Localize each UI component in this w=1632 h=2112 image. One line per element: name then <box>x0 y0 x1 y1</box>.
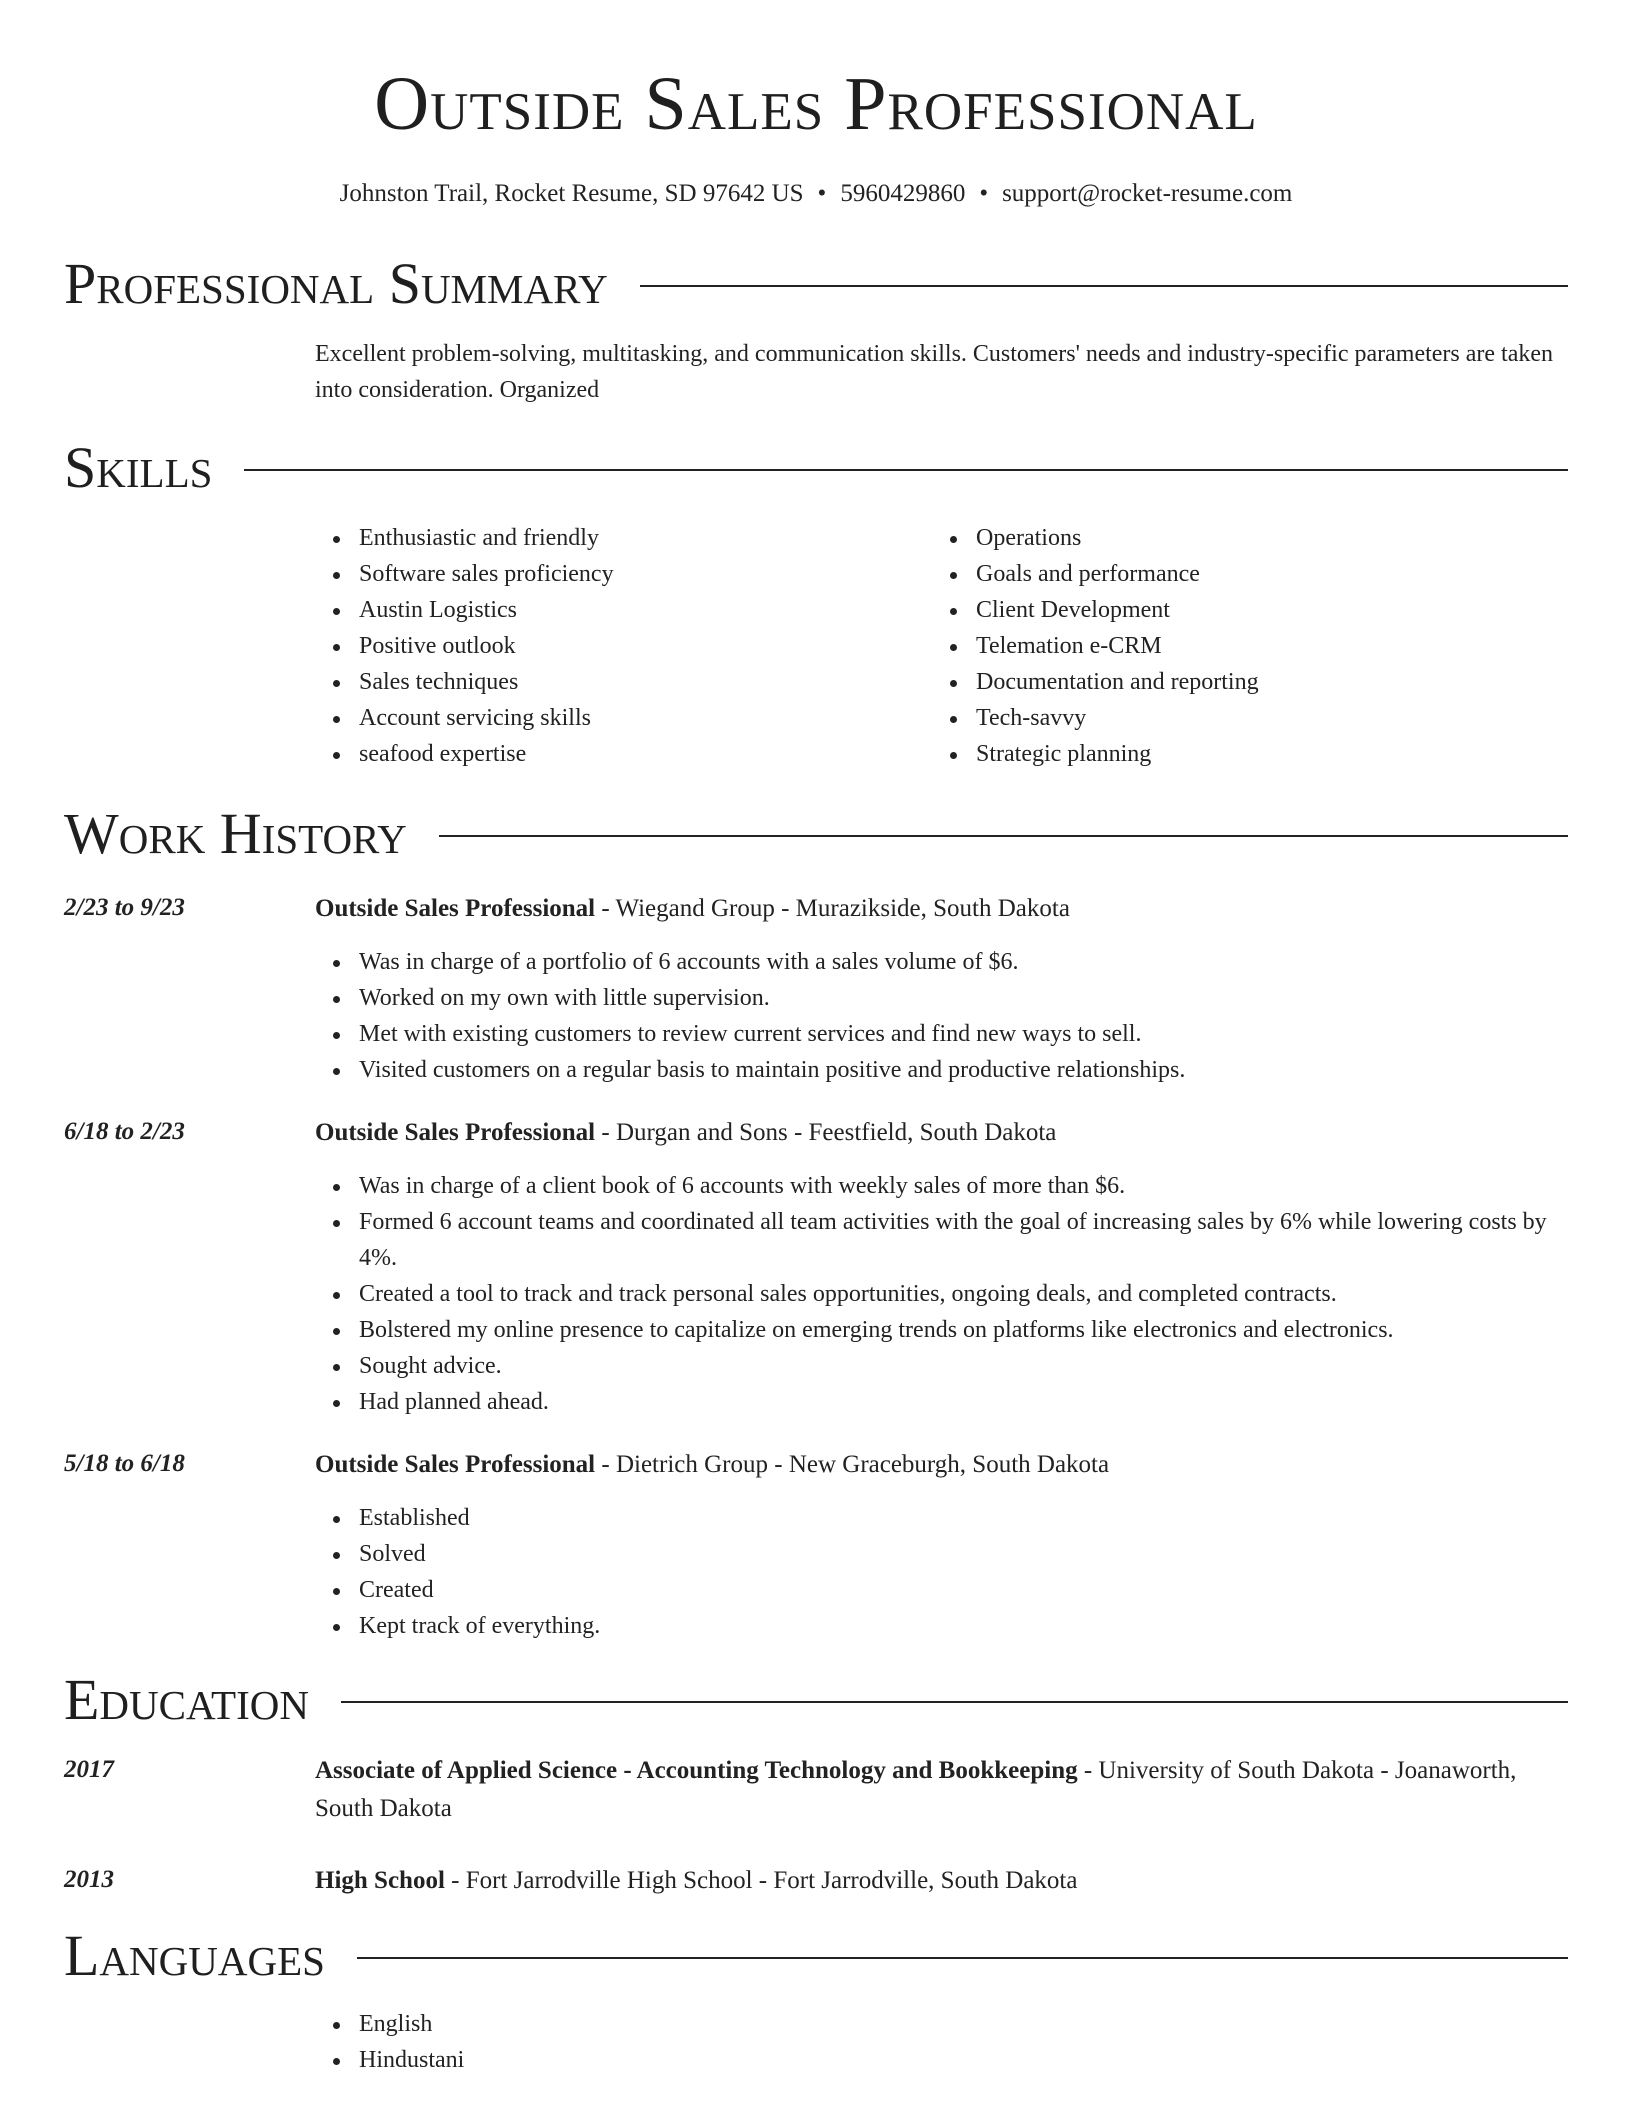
job-entry <box>64 890 1568 928</box>
education-title: Associate of Applied Science - Accounting Technology and Bookkeeping <box>315 1757 1078 1784</box>
education-date: 2013 <box>64 1866 114 1893</box>
skill-item: Positive outlook <box>359 628 932 664</box>
job-bullet: Created a tool to track and track personal sales opportunities, ongoing deals, and completed contracts. <box>359 1276 1568 1312</box>
education-entry <box>64 1752 1568 1828</box>
job-bullet: Solved <box>359 1536 1568 1572</box>
education-date: 2017 <box>64 1756 114 1783</box>
contact-phone: 5960429860 <box>840 180 966 207</box>
resume-name: Outside Sales Professional <box>374 62 1258 146</box>
job-details: - Wiegand Group - Murazikside, South Dakota <box>595 895 1070 922</box>
skill-item: Goals and performance <box>976 556 1549 592</box>
skill-item: Enthusiastic and friendly <box>359 520 932 556</box>
work-section-header <box>64 801 1568 866</box>
section-divider <box>341 1701 1568 1703</box>
skill-item: Austin Logistics <box>359 592 932 628</box>
job-date: 6/18 to 2/23 <box>64 1118 185 1145</box>
contact-email: support@rocket-resume.com <box>1002 180 1293 207</box>
education-section-header <box>64 1667 1568 1732</box>
skill-item: Account servicing skills <box>359 700 932 736</box>
skill-item: Software sales proficiency <box>359 556 932 592</box>
education-details: - University of South Dakota - Joanaworth, South Dakota <box>315 1757 1517 1822</box>
skill-item: Sales techniques <box>359 664 932 700</box>
skill-item: Documentation and reporting <box>976 664 1549 700</box>
section-divider <box>244 469 1568 471</box>
summary-heading: Professional Summary <box>64 251 608 316</box>
skills-list-left <box>315 520 932 772</box>
job-bullets <box>315 1168 1568 1420</box>
language-item: Hindustani <box>359 2042 1568 2078</box>
work-heading: Work History <box>64 801 407 866</box>
job-bullet: Established <box>359 1500 1568 1536</box>
job-bullet: Sought advice. <box>359 1348 1568 1384</box>
job-entry <box>64 1114 1568 1152</box>
skills-heading: Skills <box>64 435 213 500</box>
job-title: Outside Sales Professional <box>315 1119 596 1146</box>
job-bullets <box>315 1500 1568 1644</box>
job-title-line <box>315 890 1568 928</box>
job-details: - Dietrich Group - New Graceburgh, South Dakota <box>595 1451 1110 1478</box>
skill-item: seafood expertise <box>359 736 932 772</box>
summary-section-header <box>64 251 1568 316</box>
summary-text: Excellent problem-solving, multitasking, and communication skills. Customers' needs and industry-specific parameters are taken into consideration. Organized <box>315 341 1554 403</box>
job-title-line <box>315 1446 1568 1484</box>
job-title: Outside Sales Professional <box>315 895 596 922</box>
languages-list <box>315 2006 1568 2078</box>
skills-list-right <box>932 520 1549 772</box>
job-bullet: Bolstered my online presence to capitalize on emerging trends on platforms like electronics and electronics. <box>359 1312 1568 1348</box>
job-title: Outside Sales Professional <box>315 1451 596 1478</box>
skills-columns <box>315 520 1568 772</box>
education-title-line <box>315 1752 1568 1828</box>
job-bullet: Visited customers on a regular basis to maintain positive and productive relationships. <box>359 1052 1568 1088</box>
job-date: 5/18 to 6/18 <box>64 1450 185 1477</box>
job-bullet: Kept track of everything. <box>359 1608 1568 1644</box>
job-date: 2/23 to 9/23 <box>64 894 185 921</box>
job-bullet: Was in charge of a portfolio of 6 accounts with a sales volume of $6. <box>359 944 1568 980</box>
skill-item: Operations <box>976 520 1549 556</box>
job-bullet: Created <box>359 1572 1568 1608</box>
languages-section-header <box>64 1923 1568 1988</box>
job-bullet: Was in charge of a client book of 6 accounts with weekly sales of more than $6. <box>359 1168 1568 1204</box>
education-details: - Fort Jarrodville High School - Fort Jarrodville, South Dakota <box>444 1867 1078 1894</box>
education-title-line <box>315 1862 1568 1900</box>
contact-separator: • <box>817 180 827 207</box>
section-divider <box>439 835 1568 837</box>
skill-item: Client Development <box>976 592 1549 628</box>
education-title: High School <box>315 1867 445 1894</box>
skills-section-header <box>64 435 1568 500</box>
skill-item: Telemation e-CRM <box>976 628 1549 664</box>
education-entry <box>64 1862 1568 1900</box>
job-bullet: Met with existing customers to review current services and find new ways to sell. <box>359 1016 1568 1052</box>
education-heading: Education <box>64 1667 309 1732</box>
job-details: - Durgan and Sons - Feestfield, South Dakota <box>595 1119 1057 1146</box>
job-bullets <box>315 944 1568 1088</box>
skill-item: Tech-savvy <box>976 700 1549 736</box>
skill-item: Strategic planning <box>976 736 1549 772</box>
section-divider <box>640 285 1568 287</box>
job-title-line <box>315 1114 1568 1152</box>
contact-separator: • <box>979 180 989 207</box>
job-bullet: Worked on my own with little supervision. <box>359 980 1568 1016</box>
section-divider <box>357 1957 1568 1959</box>
contact-address: Johnston Trail, Rocket Resume, SD 97642 US <box>339 180 804 207</box>
language-item: English <box>359 2006 1568 2042</box>
contact-line <box>64 178 1568 210</box>
job-bullet: Formed 6 account teams and coordinated all team activities with the goal of increasing sales by 6% while lowering costs by 4%. <box>359 1204 1568 1276</box>
job-bullet: Had planned ahead. <box>359 1384 1568 1420</box>
languages-heading: Languages <box>64 1923 325 1988</box>
job-entry <box>64 1446 1568 1484</box>
